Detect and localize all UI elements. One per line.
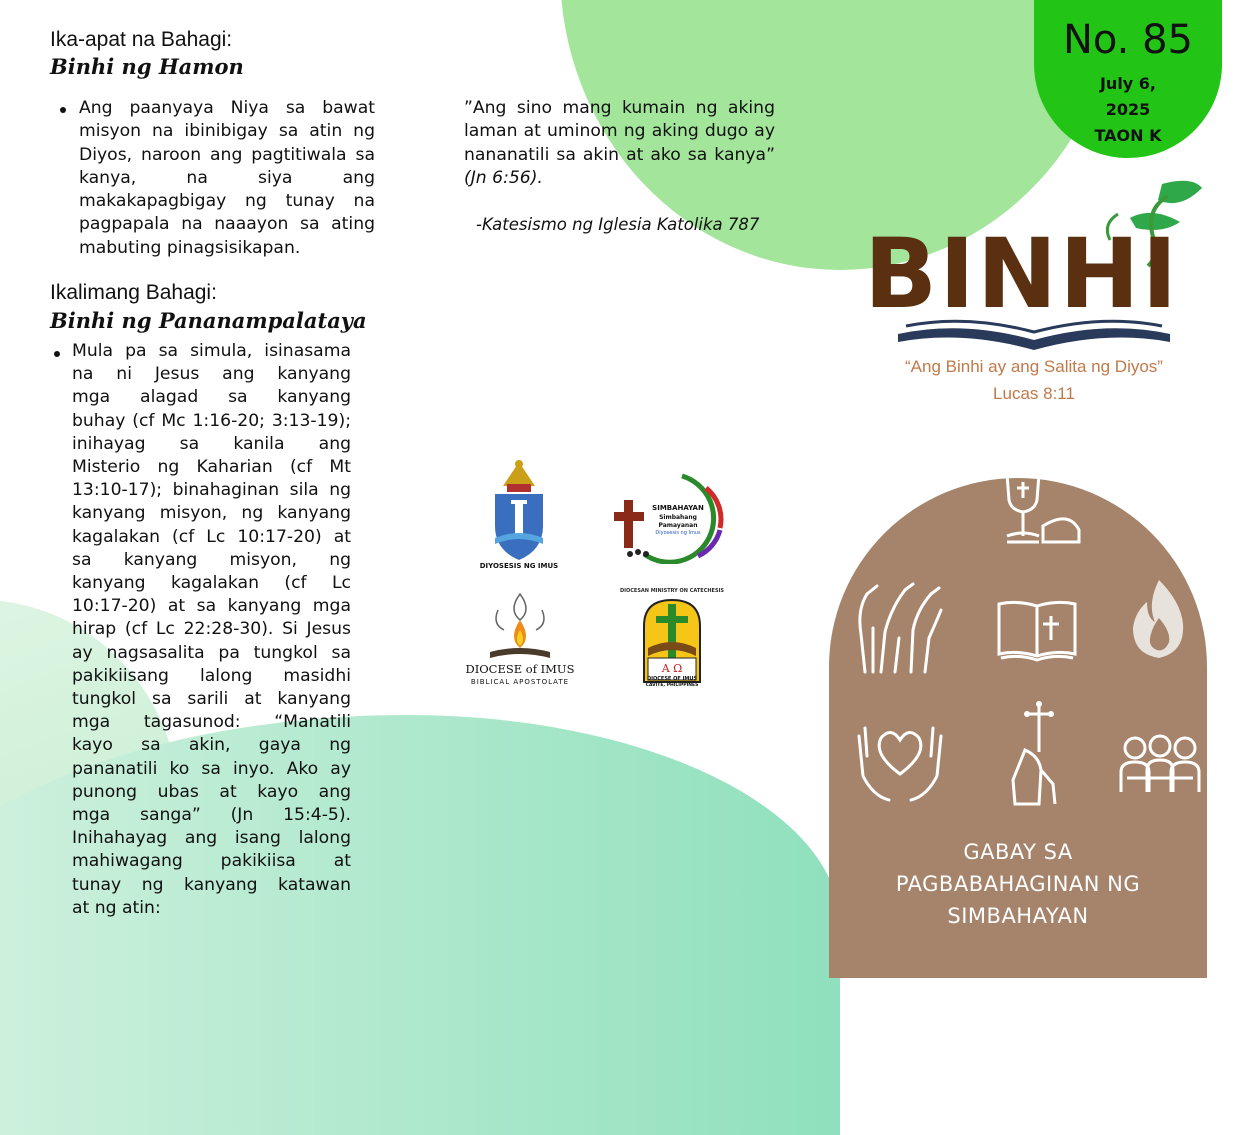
- issue-date-line2: 2025: [1105, 100, 1151, 119]
- section5-line: ay nagsasalita pa tungkol sa: [72, 642, 351, 663]
- section5-line: mga sanga” (Jn 15:4-5).: [72, 805, 351, 826]
- section5-line: mahiwagang pakikiisa at: [72, 851, 351, 872]
- section5-line: at ng atin:: [72, 897, 161, 918]
- section5-line: sa kanyang misyon, ng: [72, 549, 351, 570]
- catechesis-bottom1: DIOCESE OF IMUS: [646, 676, 697, 682]
- section4-text: Ang paanyaya Niya sa bawat misyon na ibinibigay sa atin ng Diyos, naroon ang pagtitiwala sa kanya, na siya ang makakapagbigay ng tunay na pagpapala na naaayon sa ating mabuting pinagsisikapan.: [79, 98, 375, 258]
- section5-line: Misterio ng Kaharian (cf Mt: [72, 457, 351, 478]
- liturgical-year: TAON K: [1094, 126, 1162, 145]
- catechesis-arc-text: DIOCESAN MINISTRY ON CATECHESIS: [619, 588, 725, 594]
- issue-badge: [1034, 0, 1222, 158]
- binhi-logo: [862, 170, 1212, 360]
- simbahayan-sub2: Pamayanan: [658, 522, 698, 529]
- section4-heading: Ika-apat na Bahagi:: [50, 28, 233, 51]
- section5-line: buhay (cf Mc 1:16-20; 3:13-19);: [72, 410, 351, 431]
- catechesis-bottom2: CAVITE, PHILIPPINES: [645, 683, 699, 688]
- section5-line: punong ubas at kayo ang: [72, 781, 351, 802]
- simbahayan-logo: [612, 468, 730, 564]
- section5-text: [72, 340, 351, 920]
- biblical-sub: BIBLICAL APOSTOLATE: [470, 678, 570, 686]
- quote-reference: (Jn 6:56).: [464, 167, 543, 188]
- guide-panel: [829, 478, 1207, 978]
- bullet-dot: [54, 351, 60, 357]
- guide-title: [829, 836, 1207, 932]
- catechesis-letters: A Ω: [661, 662, 683, 675]
- chalice-host-icon: [989, 470, 1089, 550]
- section5-line: 13:10-17); binahaginan sila ng: [72, 480, 351, 501]
- guide-title-line3: SIMBAHAYAN: [947, 904, 1089, 928]
- section4-subheading: Binhi ng Hamon: [50, 54, 244, 79]
- quote-block: [464, 97, 775, 190]
- section5-line: hirap (cf Lc 22:28-30). Si Jesus: [72, 619, 351, 640]
- binhi-wordmark: BINHI: [864, 218, 1180, 330]
- section5-line: Inihahayag ang isang lalong: [72, 828, 351, 849]
- praying-hands-cross-icon: [995, 700, 1085, 810]
- bullet-dot: [60, 107, 66, 113]
- section5-subheading: Binhi ng Pananampalataya: [50, 308, 367, 333]
- simbahayan-sub1: Simbahang: [659, 514, 697, 521]
- guide-title-line2: PAGBABAHAGINAN NG: [895, 872, 1141, 896]
- issue-date-line1: July 6,: [1099, 74, 1157, 93]
- section5-line: pakikiisang lalong masidhi: [72, 665, 351, 686]
- section5-line: kanyang misyon, ng kanyang: [72, 503, 351, 524]
- section5-heading: Ikalimang Bahagi:: [50, 281, 217, 304]
- biblical-title: DIOCESE of IMUS: [465, 662, 575, 676]
- holy-spirit-flame-icon: [1125, 576, 1191, 662]
- brand-verse: Lucas 8:11: [993, 384, 1075, 403]
- section5-line: 10:17-20) at sa kanyang mga: [72, 596, 351, 617]
- bible-icon: [995, 596, 1079, 664]
- section5-line: mga tagasunod: “Manatili: [72, 712, 351, 733]
- community-icon: [1117, 732, 1203, 798]
- quote-attribution: -Katesismo ng Iglesia Katolika 787: [476, 215, 760, 234]
- section5-line: kagalakan (cf Lc 10:17-20) at: [72, 526, 351, 547]
- section5-line: kanyang kagalakan (cf Lc: [72, 573, 351, 594]
- section5-line: mga alagad sa kanyang: [72, 387, 351, 408]
- section5-line: pananatili ko sa inyo. Ako ay: [72, 758, 351, 779]
- diocese-name: DIYOSESIS NG IMUS: [479, 562, 559, 570]
- heart-hands-icon: [853, 716, 947, 804]
- simbahayan-sub3: Diyosesis ng Imus: [655, 530, 701, 536]
- diocese-imus-logo: [478, 458, 560, 574]
- section5-line: tunay ng kanyang katawan: [72, 874, 351, 895]
- issue-number: No. 85: [1062, 17, 1194, 63]
- raised-hands-icon: [851, 580, 947, 678]
- catechesis-logo: [619, 588, 725, 692]
- simbahayan-title: SIMBAHAYAN: [652, 504, 704, 512]
- biblical-apostolate-logo: [464, 590, 576, 694]
- quote-text: ”Ang sino mang kumain ng aking laman at uminom ng aking dugo ay nananatili sa akin at ako sa kanya”: [464, 98, 775, 165]
- section5-line: Mula pa sa simula, isinasama: [72, 341, 351, 361]
- section5-line: inihayag sa kanila ang: [72, 433, 351, 454]
- guide-title-line1: GABAY SA: [963, 840, 1073, 864]
- section5-line: kayo sa akin, gaya ng: [72, 735, 351, 756]
- section5-line: tungkol sa sarili at kanyang: [72, 689, 351, 710]
- brand-tagline: “Ang Binhi ay ang Salita ng Diyos”: [905, 357, 1163, 376]
- section5-line: na ni Jesus ang kanyang: [72, 364, 351, 385]
